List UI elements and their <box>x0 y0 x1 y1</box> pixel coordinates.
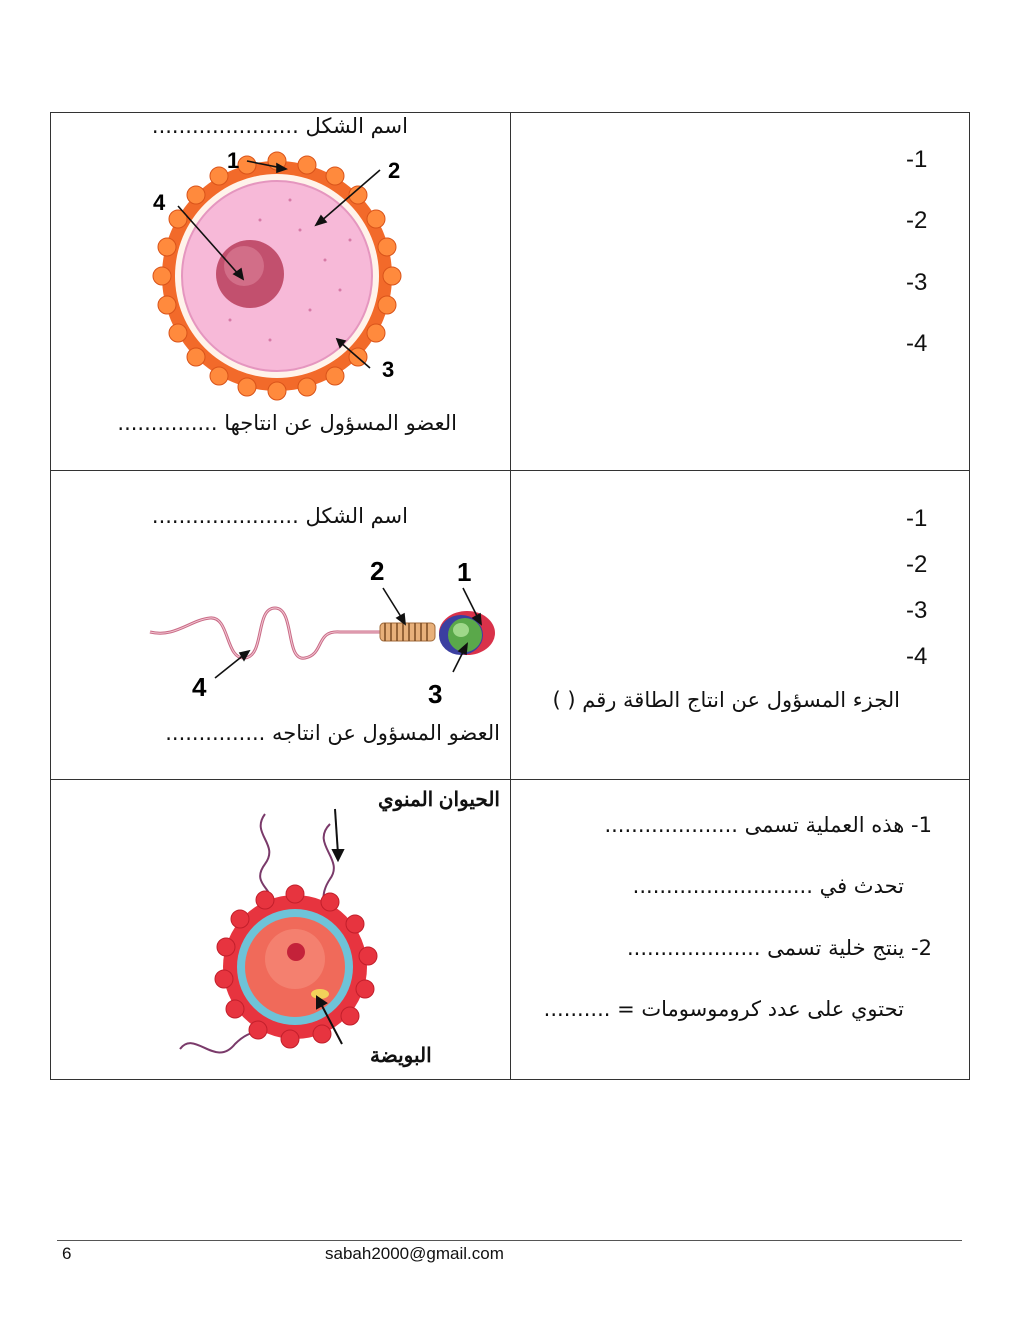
row2-shape-name: اسم الشكل ...................... <box>151 504 408 528</box>
egg-label-1: 1 <box>227 148 240 173</box>
table-left-border <box>50 112 51 1080</box>
row1-answer-2: -2 <box>906 207 928 234</box>
row1-answer-4: -4 <box>906 330 928 357</box>
row3-question-1: 1- هذه العملية تسمى .................... <box>604 813 932 837</box>
sperm-label-1: 1 <box>457 557 472 587</box>
sperm-diagram <box>145 550 505 710</box>
row2-answer-2: -2 <box>906 551 928 578</box>
sperm-caption: الحيوان المنوي <box>378 789 500 811</box>
sperm-label-4: 4 <box>192 672 207 702</box>
fertilization-diagram <box>170 784 500 1076</box>
row2-answer-1: -1 <box>906 505 928 532</box>
row3-question-1b: تحدث في ........................... <box>632 874 904 898</box>
row1-answer-1: -1 <box>906 146 928 173</box>
row2-organ: العضو المسؤول عن انتاجه ............... <box>165 721 500 745</box>
egg-label-2: 2 <box>388 158 401 183</box>
row2-answer-3: -3 <box>906 597 928 624</box>
row1-organ: العضو المسؤول عن انتاجها ............... <box>117 411 457 435</box>
egg-caption: البويضة <box>370 1045 432 1067</box>
row1-shape-name: اسم الشكل ...................... <box>151 114 408 138</box>
row1-answer-3: -3 <box>906 269 928 296</box>
egg-label-3: 3 <box>382 357 395 382</box>
table-column-divider <box>510 112 511 1080</box>
row2-answer-4: -4 <box>906 643 928 670</box>
footer-email: sabah2000@gmail.com <box>325 1244 504 1263</box>
row2-energy-question: الجزء المسؤول عن انتاج الطاقة رقم ( ) <box>552 688 900 712</box>
page-number: 6 <box>62 1244 72 1263</box>
sperm-label-2: 2 <box>370 556 385 586</box>
row3-question-2b: تحتوي على عدد كروموسومات = .......... <box>543 997 904 1021</box>
footer-divider <box>57 1240 962 1241</box>
egg-label-4: 4 <box>153 190 166 215</box>
row3-question-2: 2- ينتج خلية تسمى .................... <box>627 936 932 960</box>
sperm-label-3: 3 <box>428 679 443 709</box>
egg-cell-diagram <box>150 140 410 405</box>
table-right-border <box>969 112 970 1080</box>
